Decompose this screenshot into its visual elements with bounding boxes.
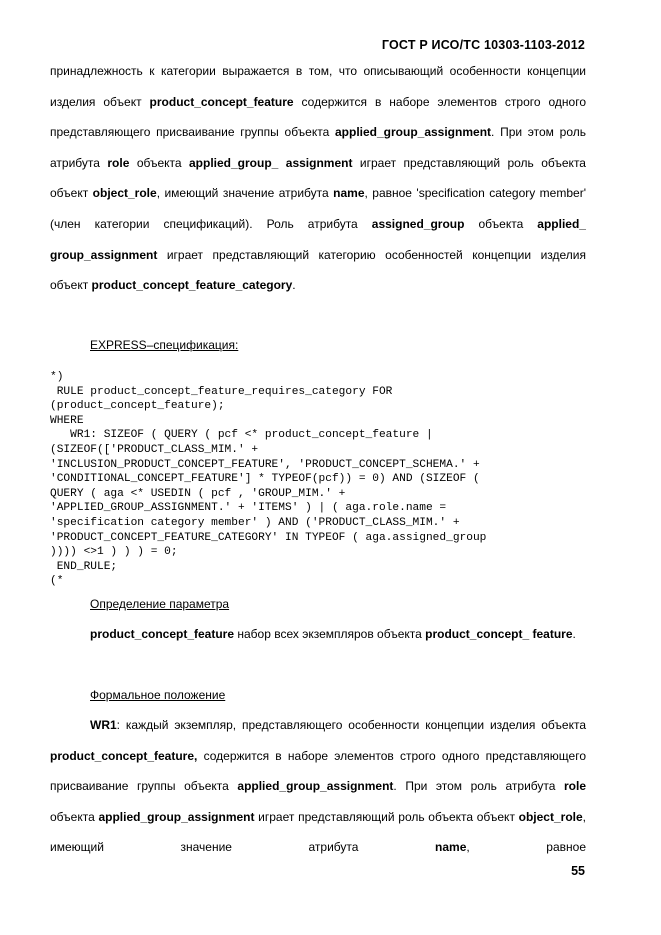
text-run: объекта bbox=[464, 216, 538, 231]
text-run: принадлежность к категории выражается в том, что описывающий особенности концепции изделия объект bbox=[50, 64, 586, 109]
text-run: содержится в наборе элементов строго одного представляющего присваивание группы объекта bbox=[50, 94, 587, 140]
parameter-definition-label: Определение параметра bbox=[90, 597, 230, 611]
bold-term: product_concept_ feature bbox=[425, 627, 573, 641]
bold-term: applied_ group_assignment bbox=[50, 216, 586, 262]
paragraph-parameter-definition bbox=[50, 619, 586, 650]
bold-term: name bbox=[333, 186, 365, 201]
bold-term: product_concept_feature bbox=[90, 627, 235, 641]
express-spec-label: EXPRESS–спецификация: bbox=[90, 338, 239, 352]
bold-term: name bbox=[435, 840, 467, 855]
bold-term: role bbox=[107, 155, 130, 170]
text-run: набор всех экземпляров объекта bbox=[234, 627, 426, 641]
bold-term: product_concept_feature_category bbox=[91, 278, 293, 293]
text-run: играет представляющий категорию особенностей концепции изделия объект bbox=[50, 247, 586, 293]
text-run: , имеющий значение атрибута bbox=[50, 809, 587, 855]
formal-statement-label: Формальное положение bbox=[90, 688, 226, 702]
express-code-block: *) RULE product_concept_feature_requires_category FOR (product_concept_feature); WHERE WR1: SIZEOF ( QUERY ( pcf <* product_concept_feature | (SIZEOF(['PRODUCT_CLASS_MIM.' + 'INCLUSION_PRODUCT_CONCEPT_FEATURE', 'PRODUCT_CONCEPT_SCHEMA.' + 'CONDITIONAL_CONCEPT_FEATURE'] * TYPEOF(pcf)) = 0) AND (SIZEOF ( QUERY ( aga <* USEDIN ( pcf , 'GROUP_MIM.' + 'APPLIED_GROUP_ASSIGNMENT.' + 'ITEMS' ) | ( aga.role.name = 'specification category member' ) AND ('PRODUCT_CLASS_MIM.' + 'PRODUCT_CONCEPT_FEATURE_CATEGORY' IN TYPEOF ( aga.assigned_group )))) <>1 ) ) ) = 0; END_RULE; (* bbox=[50, 371, 487, 588]
text-run: . bbox=[292, 278, 296, 293]
text-run: . При этом роль атрибута bbox=[50, 125, 586, 170]
text-run: играет представляющий роль объекта объект bbox=[50, 155, 586, 201]
document-header: ГОСТ Р ИСО/ТС 10303-1103-2012 bbox=[381, 38, 585, 52]
text-run: : каждый экземпляр, представляющего особенности концепции изделия объекта bbox=[116, 718, 586, 732]
text-run: объекта bbox=[129, 155, 189, 170]
bold-term: applied_group_assignment bbox=[237, 779, 394, 794]
bold-term: applied_group_assignment bbox=[98, 809, 255, 824]
paragraph-formal-statement bbox=[50, 710, 586, 863]
text-run: , равное bbox=[466, 840, 586, 855]
page-number: 55 bbox=[571, 864, 585, 878]
bold-term: product_concept_feature, bbox=[50, 748, 198, 763]
text-run: , равное 'specification category member' (член категории спецификаций). Роль атрибута bbox=[50, 186, 586, 231]
bold-term: role bbox=[563, 779, 586, 794]
text-run: , имеющий значение атрибута bbox=[156, 186, 334, 201]
text-run: . При этом роль атрибута bbox=[393, 779, 564, 794]
text-run: содержится в наборе элементов строго одного представляющего присваивание группы объекта bbox=[50, 748, 586, 794]
bold-term: product_concept_feature bbox=[149, 94, 294, 109]
paragraph-category-membership bbox=[50, 56, 586, 301]
bold-term: WR1 bbox=[90, 718, 117, 732]
bold-term: applied_group_assignment bbox=[334, 125, 492, 140]
bold-term: applied_group_ assignment bbox=[189, 155, 353, 170]
text-run: играет представляющий роль объекта объект bbox=[254, 809, 519, 824]
bold-term: assigned_group bbox=[371, 216, 465, 231]
bold-term: object_role bbox=[518, 809, 583, 824]
bold-term: object_role bbox=[92, 186, 157, 201]
text-run: . bbox=[572, 627, 576, 641]
text-run: объекта bbox=[50, 809, 99, 824]
